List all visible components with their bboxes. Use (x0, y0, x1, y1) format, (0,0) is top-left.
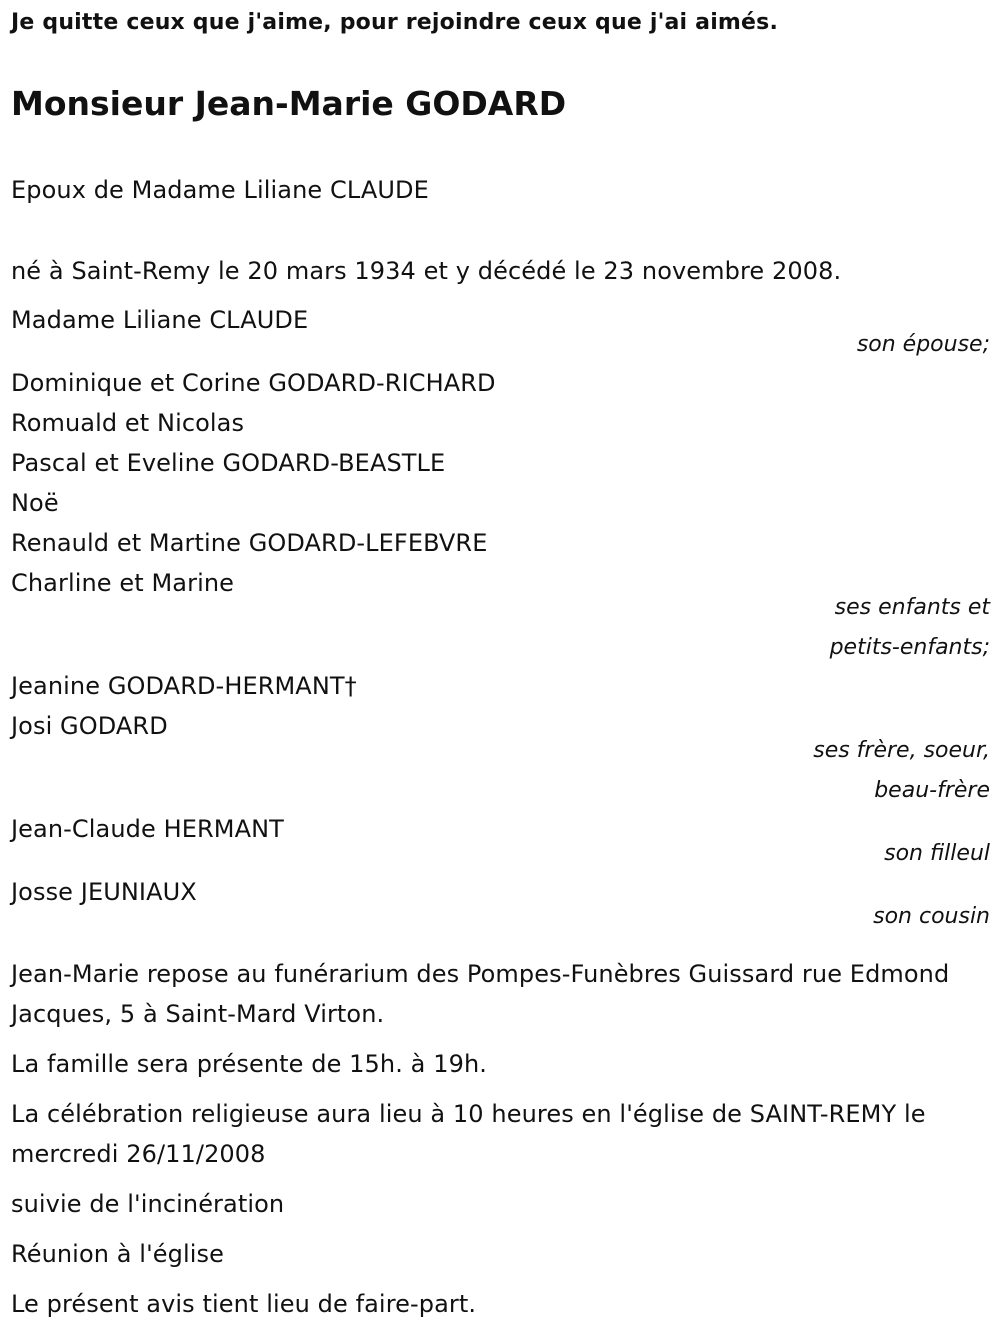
spouse-line: Epoux de Madame Liliane CLAUDE (11, 176, 429, 204)
presence-paragraph: La famille sera présente de 15h. à 19h. (11, 1050, 487, 1078)
epitaph-quote: Je quitte ceux que j'aime, pour rejoindre ceux que j'ai aimés. (11, 10, 779, 35)
notice-paragraph: Le présent avis tient lieu de faire-part. (11, 1290, 477, 1318)
relation-label: ses enfants et (834, 595, 990, 620)
family-member-name: Charline et Marine (11, 569, 235, 597)
family-member-name: Pascal et Eveline GODARD-BEASTLE (11, 449, 446, 477)
family-member-name: Renauld et Martine GODARD-LEFEBVRE (11, 529, 488, 557)
relation-label: son épouse; (856, 332, 990, 357)
family-member-name: Jean-Claude HERMANT (11, 815, 284, 843)
family-member-name: Jeanine GODARD-HERMANT† (11, 672, 357, 700)
repose-paragraph: Jean-Marie repose au funérarium des Pompes-Funèbres Guissard rue Edmond Jacques, 5 à Saint-Mard Virton. (11, 960, 950, 1028)
relation-label: son cousin (873, 904, 990, 929)
family-member-name: Noë (11, 489, 59, 517)
relation-label: son filleul (884, 841, 990, 866)
family-member-name: Madame Liliane CLAUDE (11, 306, 309, 334)
reunion-paragraph: Réunion à l'église (11, 1240, 224, 1268)
relation-label: beau-frère (874, 778, 990, 803)
birth-death-line: né à Saint-Remy le 20 mars 1934 et y décédé le 23 novembre 2008. (11, 257, 842, 285)
relation-label: ses frère, soeur, (813, 738, 990, 763)
family-member-name: Romuald et Nicolas (11, 409, 245, 437)
family-member-name: Josse JEUNIAUX (11, 878, 197, 906)
incineration-paragraph: suivie de l'incinération (11, 1190, 285, 1218)
deceased-name: Monsieur Jean-Marie GODARD (11, 84, 567, 123)
ceremony-paragraph: La célébration religieuse aura lieu à 10 heures en l'église de SAINT-REMY le mercredi 26/11/2008 (11, 1100, 926, 1168)
family-member-name: Dominique et Corine GODARD-RICHARD (11, 369, 496, 397)
relation-label: petits-enfants; (829, 635, 990, 660)
family-member-name: Josi GODARD (11, 712, 168, 740)
